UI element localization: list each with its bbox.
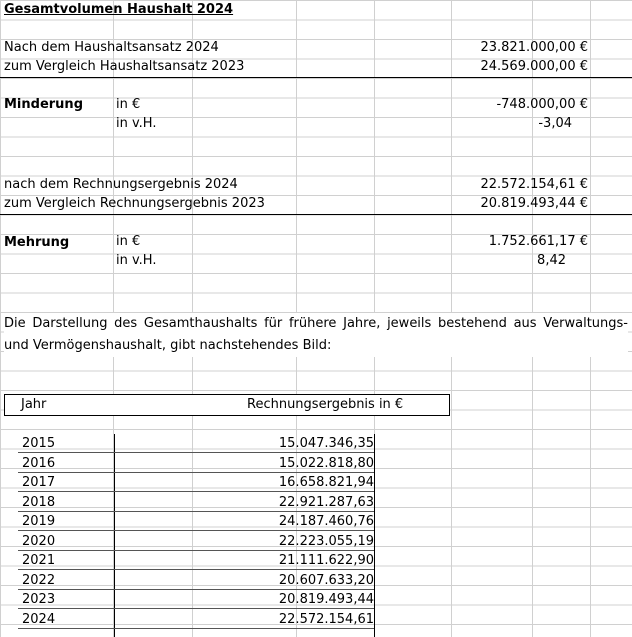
- table-row-border: [18, 491, 374, 492]
- table-row-value: 24.187.460,76: [278, 514, 374, 529]
- table-column-border: [374, 434, 375, 637]
- table-row-border: [18, 589, 374, 590]
- table-row-year: 2021: [22, 553, 56, 568]
- table-row-border: [18, 569, 374, 570]
- table-row-year: 2023: [22, 592, 56, 607]
- table-row-year: 2015: [22, 436, 56, 451]
- table-row-border: [18, 511, 374, 512]
- table-row-border: [18, 530, 374, 531]
- minderung-value-euro: -748.000,00 €: [496, 97, 588, 112]
- table-row-value: 20.819.493,44: [278, 592, 374, 607]
- table-row-value: 16.658.821,94: [278, 475, 374, 490]
- page-title: Gesamtvolumen Haushalt 2024: [4, 2, 234, 17]
- table-row-value: 22.572.154,61: [278, 612, 374, 627]
- mehrung-unit-euro: in €: [116, 234, 141, 249]
- table-header: [4, 394, 450, 416]
- ergebnis-2024-label: nach dem Rechnungsergebnis 2024: [4, 177, 238, 192]
- section-divider: [0, 77, 632, 78]
- minderung-value-percent: -3,04: [538, 116, 572, 131]
- minderung-unit-percent: in v.H.: [116, 116, 157, 131]
- table-column-border: [114, 434, 115, 637]
- table-row-value: 22.921.287,63: [278, 495, 374, 510]
- table-row-year: 2019: [22, 514, 56, 529]
- ergebnis-2024-value: 22.572.154,61 €: [480, 177, 588, 192]
- table-row-value: 21.111.622,90: [278, 553, 374, 568]
- ergebnis-2023-label: zum Vergleich Rechnungsergebnis 2023: [4, 196, 265, 211]
- ansatz-2024-value: 23.821.000,00 €: [480, 40, 588, 55]
- table-row-border: [18, 608, 374, 609]
- table-row-border: [18, 550, 374, 551]
- description-paragraph: Die Darstellung des Gesamthaushalts für frühere Jahre, jeweils bestehend aus Verwaltungs- und Vermögenshaushalt, gibt nachstehendes Bild:: [4, 313, 628, 357]
- section-divider: [0, 214, 632, 215]
- ansatz-2023-value: 24.569.000,00 €: [480, 59, 588, 74]
- table-row-value: 15.047.346,35: [278, 436, 374, 451]
- table-header-year: Jahr: [21, 397, 47, 412]
- table-row-year: 2020: [22, 534, 56, 549]
- ansatz-2024-label: Nach dem Haushaltsansatz 2024: [4, 40, 219, 55]
- table-row-border: [18, 452, 374, 453]
- mehrung-value-percent: 8,42: [537, 253, 566, 268]
- table-row-year: 2024: [22, 612, 56, 627]
- mehrung-value-euro: 1.752.661,17 €: [488, 234, 588, 249]
- mehrung-unit-percent: in v.H.: [116, 253, 157, 268]
- table-row-value: 15.022.818,80: [278, 456, 374, 471]
- table-row-year: 2016: [22, 456, 56, 471]
- table-row-year: 2017: [22, 475, 56, 490]
- ansatz-2023-label: zum Vergleich Haushaltsansatz 2023: [4, 59, 245, 74]
- minderung-label: Minderung: [4, 97, 83, 112]
- table-row-border: [18, 628, 374, 629]
- table-row-value: 22.223.055,19: [278, 534, 374, 549]
- table-row-year: 2022: [22, 573, 56, 588]
- ergebnis-2023-value: 20.819.493,44 €: [480, 196, 588, 211]
- table-row-border: [18, 472, 374, 473]
- table-row-value: 20.607.633,20: [278, 573, 374, 588]
- minderung-unit-euro: in €: [116, 97, 141, 112]
- table-row-year: 2018: [22, 495, 56, 510]
- mehrung-label: Mehrung: [4, 235, 70, 250]
- table-header-value: Rechnungsergebnis in €: [247, 397, 404, 412]
